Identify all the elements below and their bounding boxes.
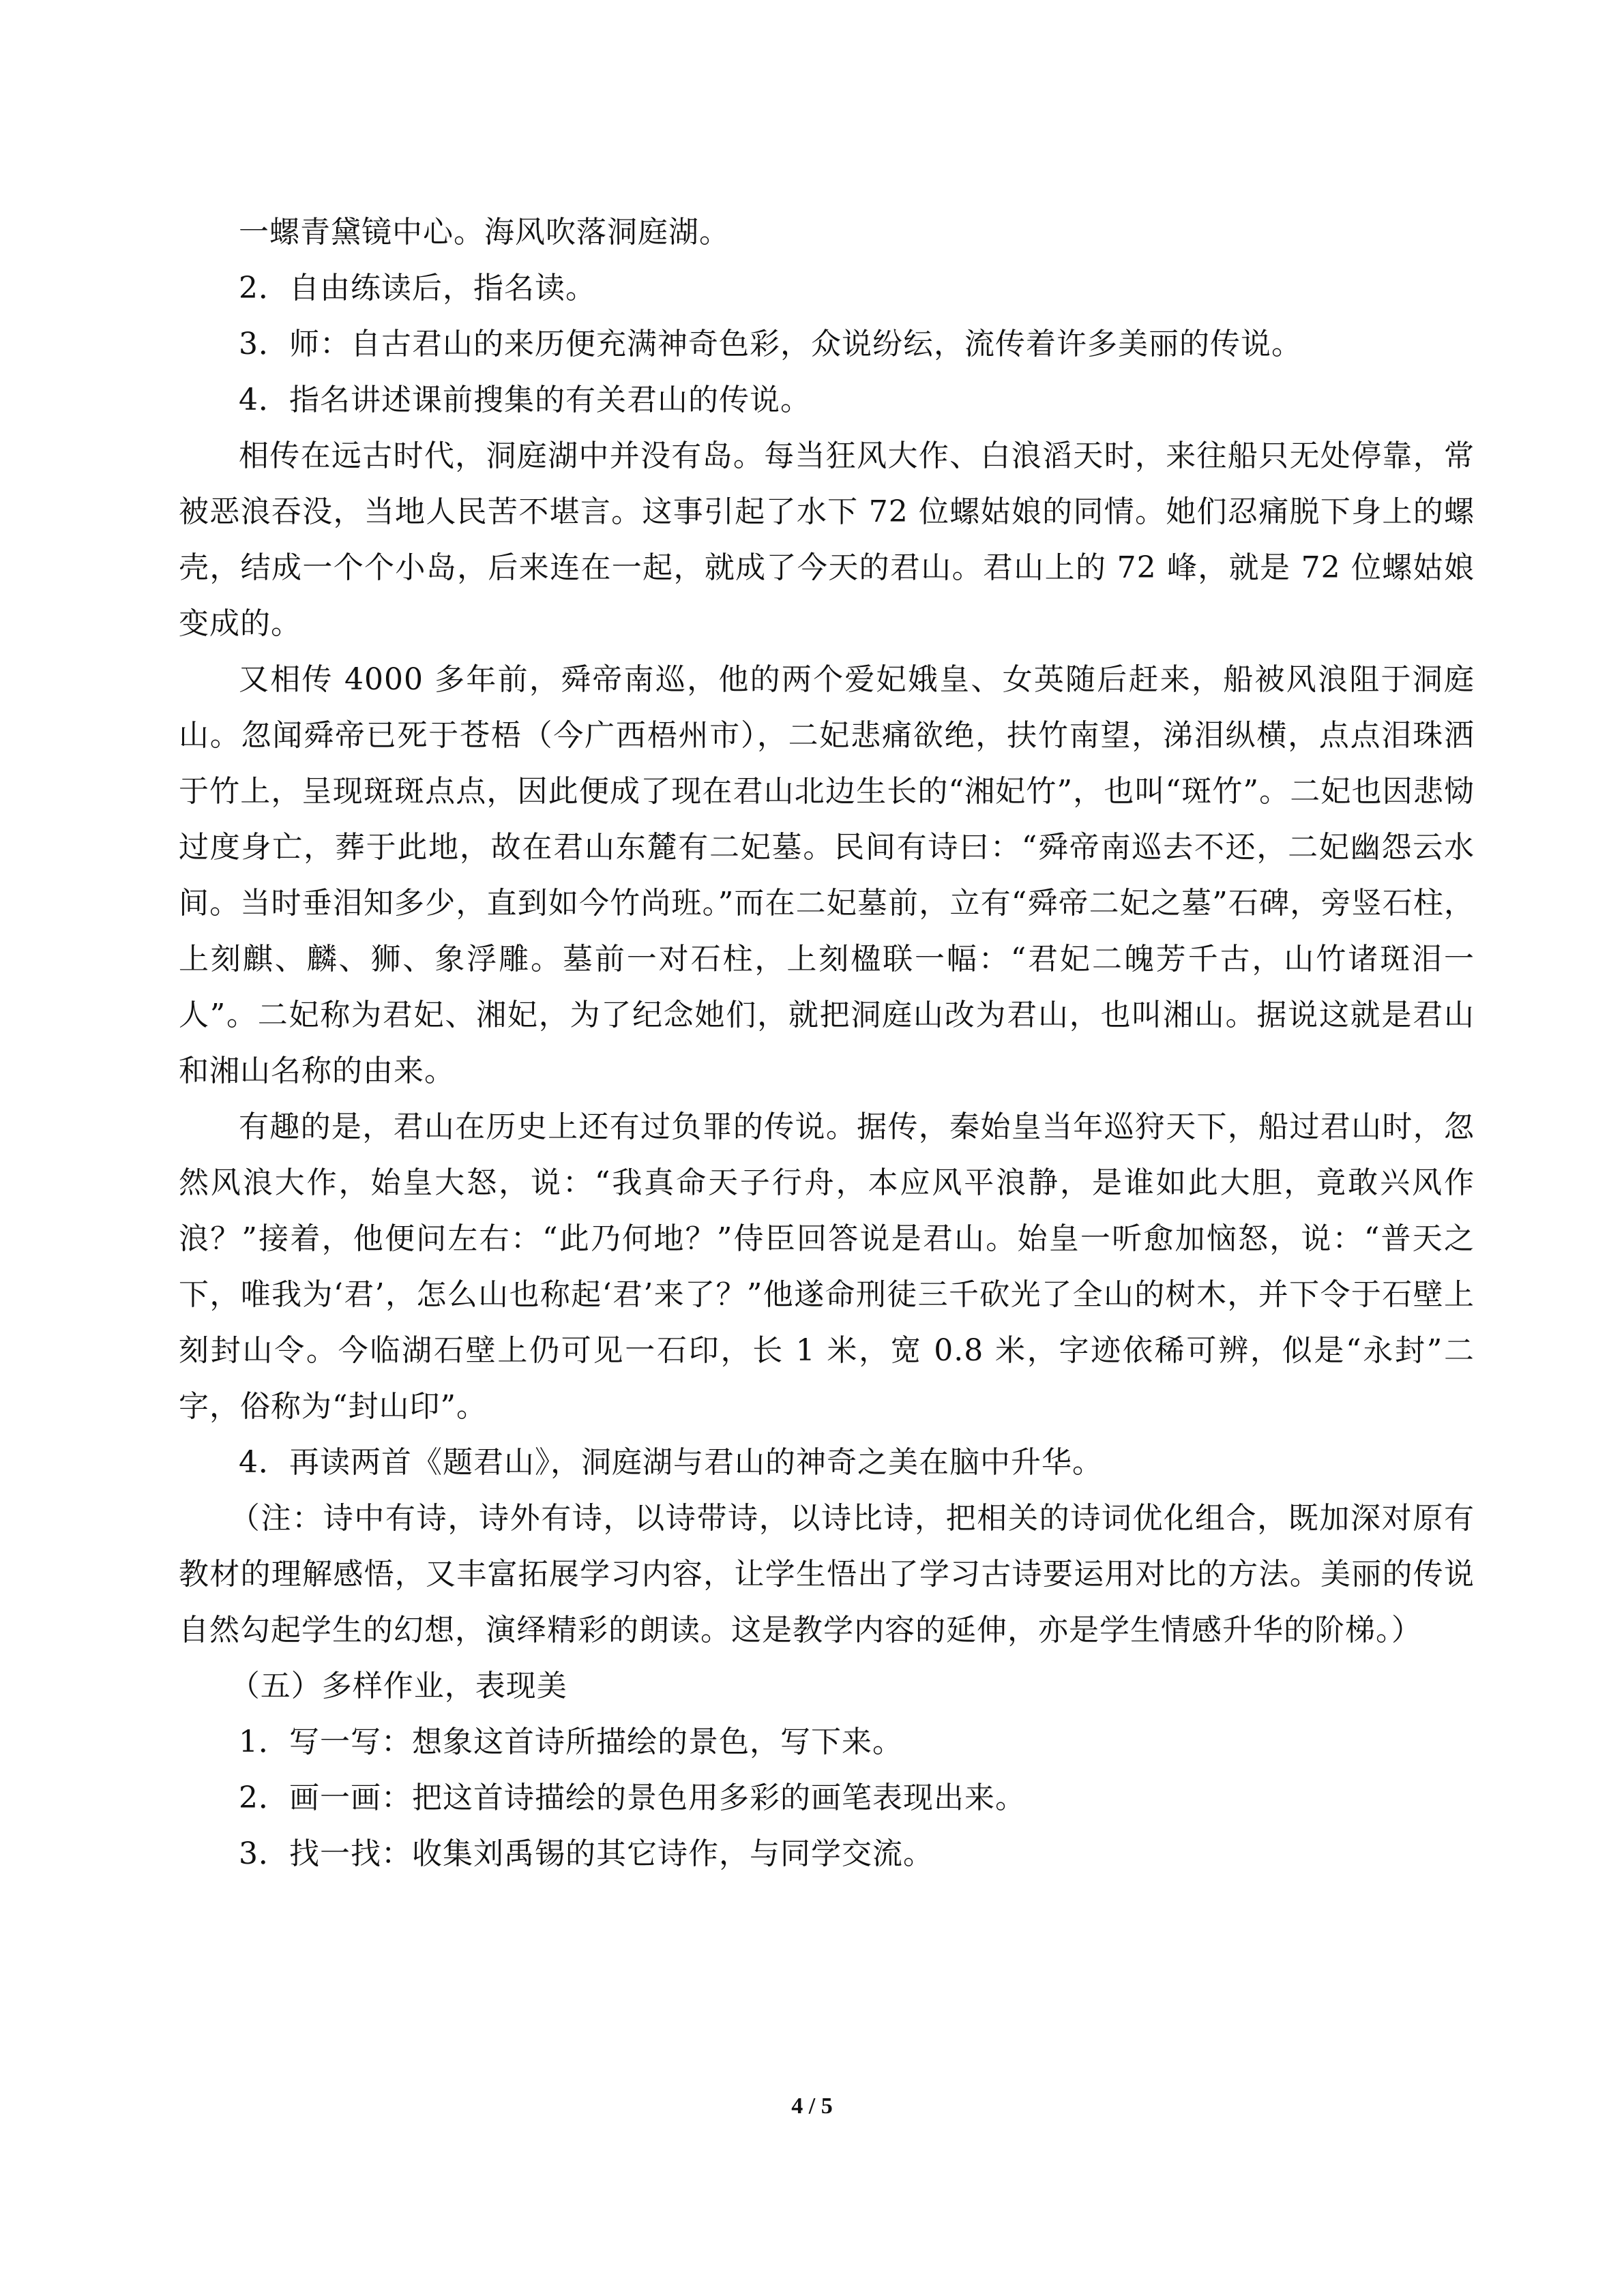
teaching-note: （注：诗中有诗，诗外有诗，以诗带诗，以诗比诗，把相关的诗词优化组合，既加深对原有教材的理解感悟，又丰富拓展学习内容，让学生悟出了学习古诗要运用对比的方法。美丽的传说自然勾起学生的幻想，演绎精彩的朗读。这是教学内容的延伸，亦是学生情感升华的阶梯。） [179,1501,1475,1648]
step-4: 4．指名讲述课前搜集的有关君山的传说。 [239,383,811,417]
homework-3: 3．找一找：收集刘禹锡的其它诗作，与同学交流。 [239,1836,934,1871]
legend-paragraph-3: 有趣的是，君山在历史上还有过负罪的传说。据传，秦始皇当年巡狩天下，船过君山时，忽然风浪大作，始皇大怒，说：“我真命天子行舟，本应风平浪静，是谁如此大胆，竟敢兴风作浪？”接着，他便问左右：“此乃何地？”侍臣回答说是君山。始皇一听愈加恼怒，说：“普天之下，唯我为‘君’，怎么山也称起‘君’来了？”他遂命刑徒三千砍光了全山的树木，并下令于石壁上刻封山令。今临湖石壁上仍可见一石印，长 1 米，宽 0.8 米，字迹依稀可辨，似是“永封”二字，俗称为“封山印”。 [179,1109,1475,1424]
step-2: 2．自由练读后，指名读。 [239,271,596,305]
legend-paragraph-1: 相传在远古时代，洞庭湖中并没有岛。每当狂风大作、白浪滔天时，来往船只无处停靠，常被恶浪吞没，当地人民苦不堪言。这事引起了水下 72 位螺姑娘的同情。她们忍痛脱下身上的螺壳，结成一个个小岛，后来连在一起，就成了今天的君山。君山上的 72 峰，就是 72 位螺姑娘变成的。 [179,438,1475,641]
legend-paragraph-2: 又相传 4000 多年前，舜帝南巡，他的两个爱妃娥皇、女英随后赶来，船被风浪阻于洞庭山。忽闻舜帝已死于苍梧（今广西梧州市），二妃悲痛欲绝，扶竹南望，涕泪纵横，点点泪珠洒于竹上，呈现斑斑点点，因此便成了现在君山北边生长的“湘妃竹”，也叫“斑竹”。二妃也因悲恸过度身亡，葬于此地，故在君山东麓有二妃墓。民间有诗曰：“舜帝南巡去不还，二妃幽怨云水间。当时垂泪知多少，直到如今竹尚班。”而在二妃墓前，立有“舜帝二妃之墓”石碑，旁竖石柱，上刻麒、麟、狮、象浮雕。墓前一对石柱，上刻楹联一幅：“君妃二魄芳千古，山竹诸斑泪一人”。二妃称为君妃、湘妃，为了纪念她们，就把洞庭山改为君山，也叫湘山。据说这就是君山和湘山名称的由来。 [179,662,1475,1088]
document-body [179,205,1475,1882]
section-heading: （五）多样作业，表现美 [229,1669,567,1703]
step-4-reread: 4．再读两首《题君山》，洞庭湖与君山的神奇之美在脑中升华。 [239,1445,1103,1480]
step-3: 3．师：自古君山的来历便充满神奇色彩，众说纷纭，流传着许多美丽的传说。 [239,327,1302,361]
poem-line: 一螺青黛镜中心。海风吹落洞庭湖。 [239,215,730,250]
homework-1: 1．写一写：想象这首诗所描绘的景色，写下来。 [239,1725,903,1759]
homework-2: 2．画一画：把这首诗描绘的景色用多彩的画笔表现出来。 [239,1780,1026,1815]
page-number: 4 / 5 [791,2093,833,2119]
